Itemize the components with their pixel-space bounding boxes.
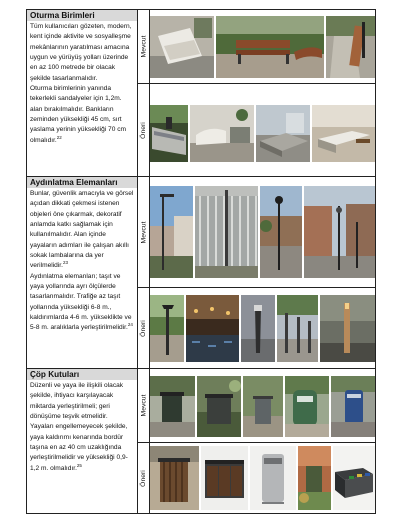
streetlight-photo [304, 186, 375, 278]
paragraph-text: Bunlar, güvenlik amacıyla ve görsel açıdan dikkati çekmesi istenen objeleri öne çıkarmak, dekoratif anlamda katkı sağlamak için kullanılmalıdır. Alan içinde yayaların adımları ile çalışan akıllı sokak lambalarına da yer verilmelidir. [30, 190, 134, 270]
bin-photo [243, 376, 283, 437]
bin-photo [298, 446, 331, 510]
paragraph [30, 381, 134, 422]
bin-photo [333, 446, 375, 510]
paragraph [30, 84, 134, 146]
section-title: Çöp Kutuları [27, 369, 137, 380]
row-label-text: Öneri [140, 319, 147, 337]
bench-photo [150, 105, 188, 162]
row-label-text: Öneri [140, 470, 147, 487]
streetlight-photo [260, 186, 302, 278]
bin-photo [201, 446, 248, 510]
bench-photo [190, 105, 254, 162]
streetlight-photo [186, 295, 239, 362]
streetlight-photo [195, 186, 258, 278]
section-cop-text [27, 369, 137, 514]
row-label-oneri [138, 84, 149, 176]
bin-photo [150, 376, 195, 437]
paragraph-text: Düzenli ve yaya ile ilişkili olacak şekilde, ihtiyacı karşılayacak miktarda yerleştirilmeli; geri dönüşüme teşvik etmelidir. [30, 382, 124, 421]
comparison-table [26, 9, 376, 514]
bench-photo [256, 105, 310, 162]
footnote-ref: 23 [62, 260, 68, 266]
paragraph [30, 22, 134, 84]
footnote-ref: 22 [56, 134, 62, 140]
row-divider [137, 287, 375, 288]
streetlight-photo [241, 295, 275, 362]
photo-row-lights-oneri [150, 295, 373, 362]
row-label-mevcut [138, 177, 149, 287]
section-oturma-text [27, 10, 137, 176]
section-title: Oturma Birimleri [27, 10, 137, 21]
streetlight-photo [320, 295, 375, 362]
streetlight-photo [277, 295, 318, 362]
row-label-mevcut [138, 10, 149, 83]
row-label-oneri [138, 288, 149, 368]
streetlight-photo [150, 295, 184, 362]
photo-row-lights-mevcut [150, 186, 373, 278]
bin-photo [150, 446, 199, 510]
section-aydinlatma-text [27, 177, 137, 368]
paragraph [30, 189, 134, 272]
bench-photo [150, 16, 214, 78]
row-label-text: Öneri [140, 121, 147, 139]
paragraph-text: Tüm kullanıcıları gözeten, modern, kent içinde aktivite ve sosyalleşme mekânlarının yaratılması amacına uygun ve yürüyüş yolları üzerinde en az 100 metrede bir olacak şekilde tasarlanmalıdır. [30, 23, 132, 82]
row-label-text: Mevcut [140, 35, 148, 58]
photo-row-benches-oneri [150, 105, 373, 162]
paragraph-text: Oturma birimlerinin yanında tekerlekli sandalyeler için 1,2m. alan bırakılmalıdır. Bankların zeminden yüksekliği 45 cm, sırt yaslama yerinin yüksekliği 70 cm olmalıdır. [30, 85, 127, 144]
photo-row-benches-mevcut [150, 16, 373, 78]
bench-photo [216, 16, 324, 78]
row-label-text: Mevcut [140, 394, 148, 417]
photo-row-bins-mevcut [150, 376, 373, 437]
section-body [27, 380, 137, 474]
section-title: Aydınlatma Elemanları [27, 177, 137, 188]
paragraph-text: Yayaları engellemeyecek şekilde, yaya kaldırımı kenarında bordür taşına en az 40 cm uzaklığında yerleştirilmelidir ve yüksekliği 0,9-1,2 m. olmalıdır. [30, 423, 128, 472]
bench-photo [312, 105, 375, 162]
paragraph [30, 422, 134, 474]
row-label-text: Mevcut [140, 221, 148, 243]
photo-row-bins-oneri [150, 446, 373, 510]
row-label-mevcut [138, 369, 149, 442]
streetlight-photo [150, 186, 193, 278]
row-label-oneri [138, 443, 149, 514]
section-body [27, 188, 137, 334]
bin-photo [331, 376, 375, 437]
footnote-ref: 25 [76, 462, 82, 468]
footnote-ref: 24 [127, 322, 133, 328]
bin-photo [250, 446, 296, 510]
bin-photo [285, 376, 329, 437]
paragraph [30, 272, 134, 334]
row-divider [137, 442, 375, 443]
paragraph-text: Aydınlatma elemanları; taşıt ve yaya yollarında ayrı ölçülerde tasarlanmalıdır. Trafiğe az taşıt yollarında yüksekliği 6-8 m., kaldırımlarda 4-6 m. yükseklikte ve 5-8 m. aralıklarla yerleştirilmelidir. [30, 272, 132, 332]
row-divider [137, 83, 375, 84]
bench-photo [326, 16, 375, 78]
section-body [27, 21, 137, 146]
bin-photo [197, 376, 241, 437]
